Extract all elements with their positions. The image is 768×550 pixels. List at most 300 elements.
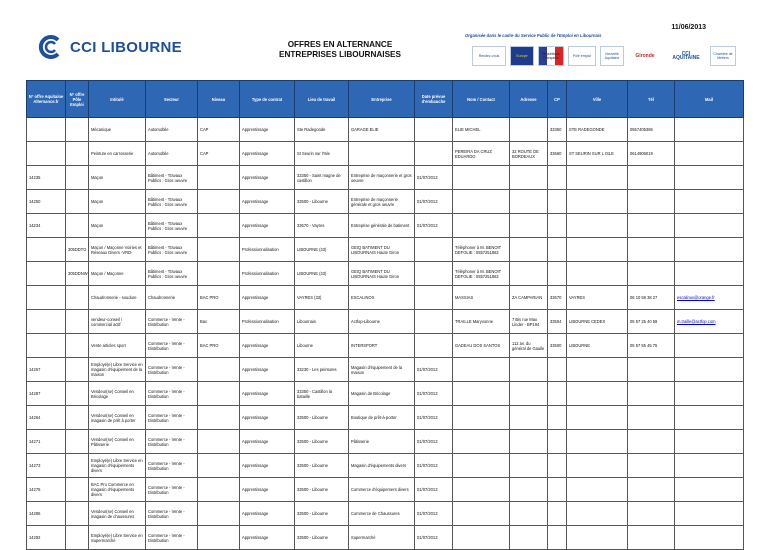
- table-cell: 32 ROUTE DE BORDEAUX: [510, 142, 548, 166]
- table-cell: [27, 310, 66, 334]
- table-row: [27, 286, 744, 310]
- table-cell: [510, 118, 548, 142]
- table-cell: 05 57 55 45 75: [628, 334, 675, 358]
- table-cell: 14273: [27, 454, 66, 478]
- table-cell: [66, 526, 89, 550]
- table-cell: [675, 286, 744, 310]
- table-cell: [567, 358, 628, 382]
- table-cell: GEIQ BATIMENT DU LIBOURNAIS Haute Giron: [349, 262, 415, 286]
- table-cell: Commerce - Vente - Distribution: [146, 430, 198, 454]
- table-cell: STE RADEGONDE: [567, 118, 628, 142]
- table-row: [27, 262, 744, 286]
- table-cell: [453, 166, 510, 190]
- table-cell: 33500 - Libourne: [295, 478, 349, 502]
- table-cell: [66, 406, 89, 430]
- table-cell: ZA CAMPARIAN: [510, 286, 548, 310]
- table-cell: [675, 118, 744, 142]
- table-cell: Boutique de prêt-à-porter: [349, 406, 415, 430]
- table-cell: [349, 142, 415, 166]
- table-cell: Apprentissage: [240, 190, 295, 214]
- table-cell: ELIE MICHEL: [453, 118, 510, 142]
- table-cell: Entreprise de maçonnerie générale et gros oeuvre: [349, 190, 415, 214]
- table-cell: [453, 502, 510, 526]
- header-cell: Adresse: [510, 81, 548, 118]
- table-cell: Professionnalisation: [240, 262, 295, 286]
- table-cell: 33670: [548, 286, 567, 310]
- table-cell: 33500 - Libourne: [295, 526, 349, 550]
- table-cell: [66, 214, 89, 238]
- table-cell: [510, 382, 548, 406]
- table-cell: [548, 406, 567, 430]
- table-cell: [567, 454, 628, 478]
- table-row: [27, 214, 744, 238]
- table-row: [27, 430, 744, 454]
- table-cell: Vendeur(se) Conseil en Bricolage: [89, 382, 146, 406]
- table-cell: 33504: [548, 310, 567, 334]
- table-cell: Commerce - Vente - Distribution: [146, 526, 198, 550]
- table-cell: [198, 238, 240, 262]
- table-cell: [198, 382, 240, 406]
- table-row: [27, 310, 744, 334]
- table-cell: [510, 262, 548, 286]
- table-cell: [66, 286, 89, 310]
- table-cell: [510, 406, 548, 430]
- table-cell: [198, 358, 240, 382]
- table-cell: 14275: [27, 478, 66, 502]
- table-cell: Magasin d'équipement de la maison: [349, 358, 415, 382]
- table-cell: Apprentissage: [240, 454, 295, 478]
- table-cell: [675, 454, 744, 478]
- table-cell: [27, 142, 66, 166]
- table-cell: [453, 478, 510, 502]
- table-cell: Pâtisserie: [349, 430, 415, 454]
- table-cell: Apprentissage: [240, 502, 295, 526]
- table-cell: Maçon / Maçonne: [89, 262, 146, 286]
- table-cell: Commerce - Vente - Distribution: [146, 358, 198, 382]
- table-cell: [198, 478, 240, 502]
- table-row: [27, 238, 744, 262]
- table-cell: [66, 142, 89, 166]
- table-cell: 33500 - Libourne: [295, 190, 349, 214]
- table-cell: 0614906019: [628, 142, 675, 166]
- table-cell: [510, 430, 548, 454]
- table-row: [27, 502, 744, 526]
- table-cell: 01/07/2013: [415, 430, 453, 454]
- table-cell: [675, 214, 744, 238]
- table-cell: [675, 310, 744, 334]
- table-cell: [548, 430, 567, 454]
- table-cell: [198, 214, 240, 238]
- table-cell: BAC Pro Commerce en magasin d'équipements divers: [89, 478, 146, 502]
- table-cell: [567, 430, 628, 454]
- table-cell: St Seurin sur l'Isle: [295, 142, 349, 166]
- table-cell: [567, 526, 628, 550]
- table-cell: Automobile: [146, 142, 198, 166]
- table-cell: [548, 478, 567, 502]
- table-cell: BAC PRO: [198, 286, 240, 310]
- table-cell: [548, 238, 567, 262]
- table-cell: ESCALINOX: [349, 286, 415, 310]
- table-cell: [453, 358, 510, 382]
- table-cell: Apprentissage: [240, 406, 295, 430]
- table-cell: VAYRES: [567, 286, 628, 310]
- table-cell: GARAGE ELIE: [349, 118, 415, 142]
- table-cell: 33230 - Les peintures: [295, 358, 349, 382]
- table-cell: Ste Radegonde: [295, 118, 349, 142]
- table-cell: Chaudronnerie - soudure: [89, 286, 146, 310]
- table-row: [27, 190, 744, 214]
- table-cell: 05 57 25 40 59: [628, 310, 675, 334]
- table-cell: 14292: [27, 526, 66, 550]
- table-cell: [198, 454, 240, 478]
- table-cell: 14287: [27, 382, 66, 406]
- table-cell: [66, 190, 89, 214]
- table-cell: [453, 430, 510, 454]
- table-cell: [453, 454, 510, 478]
- table-cell: [198, 406, 240, 430]
- table-cell: [510, 238, 548, 262]
- table-cell: [567, 166, 628, 190]
- table-row: [27, 454, 744, 478]
- table-cell: 14235: [27, 166, 66, 190]
- table-cell: [675, 190, 744, 214]
- table-cell: Apprentissage: [240, 358, 295, 382]
- table-cell: [628, 430, 675, 454]
- table-cell: Bâtiment - Travaux Publics : Gros oeuvre: [146, 190, 198, 214]
- table-cell: 01/07/2013: [415, 406, 453, 430]
- table-cell: Apprentissage: [240, 214, 295, 238]
- table-cell: [567, 382, 628, 406]
- table-cell: [415, 118, 453, 142]
- table-cell: [415, 238, 453, 262]
- table-cell: [66, 454, 89, 478]
- table-cell: Automobile: [146, 118, 198, 142]
- logo-text: CCI LIBOURNE: [70, 38, 182, 56]
- table-cell: [27, 286, 66, 310]
- table-cell: [567, 238, 628, 262]
- table-cell: Commerce - Vente - Distribution: [146, 478, 198, 502]
- table-cell: Libourne: [295, 334, 349, 358]
- table-cell: Bâtiment - Travaux Publics : Gros oeuvre: [146, 214, 198, 238]
- table-cell: Apprentissage: [240, 430, 295, 454]
- table-cell: 06 10 59 38 27: [628, 286, 675, 310]
- table-cell: [510, 526, 548, 550]
- table-cell: LIBOURNE (33): [295, 262, 349, 286]
- table-cell: Apprentissage: [240, 526, 295, 550]
- table-cell: Téléphoner à M. BENOIT DEFOLIE : 0557251882: [453, 238, 510, 262]
- table-cell: INTERSPORT: [349, 334, 415, 358]
- table-cell: [27, 334, 66, 358]
- table-cell: [198, 190, 240, 214]
- table-cell: GADEAU DOS SANTOS: [453, 334, 510, 358]
- table-cell: GEIQ BATIMENT DU LIBOURNAIS Haute Giron: [349, 238, 415, 262]
- table-cell: Apprentissage: [240, 334, 295, 358]
- table-cell: [628, 526, 675, 550]
- table-cell: [548, 502, 567, 526]
- table-cell: [415, 286, 453, 310]
- table-cell: [453, 526, 510, 550]
- table-cell: [675, 502, 744, 526]
- header-cell: Date prévue d'embauche: [415, 81, 453, 118]
- table-cell: 305DDTG: [66, 238, 89, 262]
- table-cell: 0557405386: [628, 118, 675, 142]
- table-cell: Entreprise de maçonnerie et gros oeuvre: [349, 166, 415, 190]
- table-cell: [548, 166, 567, 190]
- table-cell: 33350 - Saint magne de castillon: [295, 166, 349, 190]
- table-cell: [567, 478, 628, 502]
- table-cell: [27, 262, 66, 286]
- table-cell: [567, 262, 628, 286]
- header-row: [27, 81, 744, 118]
- table-cell: Vente articles sport: [89, 334, 146, 358]
- table-row: [27, 358, 744, 382]
- table-cell: VAYRES (33): [295, 286, 349, 310]
- table-cell: Maçon / Maçonne Voiries et Réseaux Divers -VRD-: [89, 238, 146, 262]
- table-cell: [628, 382, 675, 406]
- table-cell: [453, 382, 510, 406]
- header-cell: Entreprise: [349, 81, 415, 118]
- table-cell: Bâtiment - Travaux Publics : Gros oeuvre: [146, 238, 198, 262]
- table-cell: 01/07/2013: [415, 190, 453, 214]
- document-date: 11/06/2013: [671, 24, 706, 31]
- table-cell: [198, 262, 240, 286]
- table-cell: TRAILLE Maryvonne: [453, 310, 510, 334]
- table-cell: Professionnalisation: [240, 310, 295, 334]
- table-cell: 01/07/2013: [415, 358, 453, 382]
- table-cell: Commerce - Vente - Distribution: [146, 406, 198, 430]
- table-cell: [675, 526, 744, 550]
- table-cell: PEREIRA DA CRUZ EDUARDO: [453, 142, 510, 166]
- table-cell: [567, 502, 628, 526]
- table-cell: 305DDNW: [66, 262, 89, 286]
- table-cell: [510, 502, 548, 526]
- table-cell: [675, 262, 744, 286]
- header-cell: Nom / Contact: [453, 81, 510, 118]
- table-cell: Actfop-Libourne: [349, 310, 415, 334]
- table-cell: Apprentissage: [240, 118, 295, 142]
- table-cell: [27, 238, 66, 262]
- table-cell: [66, 310, 89, 334]
- table-cell: Professionnalisation: [240, 238, 295, 262]
- table-cell: [27, 118, 66, 142]
- table-cell: Magasin de Bricolage: [349, 382, 415, 406]
- table-cell: [66, 502, 89, 526]
- table-cell: CAP: [198, 142, 240, 166]
- table-cell: 01/07/2013: [415, 166, 453, 190]
- table-cell: Entreprise générale de batiment: [349, 214, 415, 238]
- table-cell: [66, 358, 89, 382]
- header-cell: CP: [548, 81, 567, 118]
- table-cell: [628, 478, 675, 502]
- table-cell: [66, 166, 89, 190]
- table-cell: Employé(e) Libre Service en magasin d'équipement de la maison: [89, 358, 146, 382]
- table-cell: CAP: [198, 118, 240, 142]
- offers-table: [26, 80, 744, 550]
- table-cell: Apprentissage: [240, 286, 295, 310]
- table-cell: Commerce - Vente - Distribution: [146, 382, 198, 406]
- table-cell: Téléphoner à M. BENOIT DEFOLIE : 0557251882: [453, 262, 510, 286]
- table-cell: Employé(e) Libre Service en magasin d'équipements divers: [89, 454, 146, 478]
- table-cell: ST SEURIN SUR L ISLE: [567, 142, 628, 166]
- header-cell: Secteur: [146, 81, 198, 118]
- header-cell: N° offre Aquitaine Alternance.fr: [27, 81, 66, 118]
- table-cell: [415, 334, 453, 358]
- table-cell: Bâtiment - Travaux Publics : Gros oeuvre: [146, 262, 198, 286]
- table-cell: [198, 502, 240, 526]
- table-cell: 01/07/2013: [415, 214, 453, 238]
- table-cell: [510, 478, 548, 502]
- table-cell: 7 Bis rue Max Linder - BP194: [510, 310, 548, 334]
- table-row: [27, 142, 744, 166]
- table-cell: [548, 526, 567, 550]
- table-cell: Employé(e) Libre Service en Supermarché: [89, 526, 146, 550]
- table-cell: Bac: [198, 310, 240, 334]
- table-cell: 14234: [27, 214, 66, 238]
- partner-logo-aquitaine: Nouvelle Aquitaine: [600, 46, 624, 66]
- table-cell: Libournais: [295, 310, 349, 334]
- table-cell: LIBOURNE (33): [295, 238, 349, 262]
- table-cell: 01/07/2013: [415, 478, 453, 502]
- table-cell: 01/07/2013: [415, 526, 453, 550]
- table-cell: [628, 358, 675, 382]
- table-cell: Mécanique: [89, 118, 146, 142]
- table-row: [27, 118, 744, 142]
- table-cell: [567, 190, 628, 214]
- table-cell: 01/07/2013: [415, 502, 453, 526]
- table-cell: Maçon: [89, 214, 146, 238]
- partner-logo-pole-emploi: Pôle emploi: [568, 46, 596, 66]
- table-cell: [567, 214, 628, 238]
- table-cell: Commerce - Vente - Distribution: [146, 334, 198, 358]
- table-cell: MASSIAS: [453, 286, 510, 310]
- header-cell: Lieu de travail: [295, 81, 349, 118]
- partner-logo-chambre-metiers: Chambre de Métiers: [710, 46, 736, 66]
- table-cell: LIBOURNE: [567, 334, 628, 358]
- table-cell: 14250: [27, 190, 66, 214]
- table-cell: 01/07/2013: [415, 454, 453, 478]
- cci-logo-icon: [38, 34, 64, 60]
- table-cell: 33350 - Castillon la bataille: [295, 382, 349, 406]
- title-line-2: ENTREPRISES LIBOURNAISES: [279, 50, 401, 59]
- table-cell: 14267: [27, 358, 66, 382]
- table-cell: 01/07/2013: [415, 382, 453, 406]
- table-cell: vendeur-conseil / commercial actif: [89, 310, 146, 334]
- table-cell: [628, 454, 675, 478]
- table-cell: [675, 334, 744, 358]
- table-cell: Commerce - Vente - Distribution: [146, 454, 198, 478]
- table-cell: [66, 382, 89, 406]
- table-cell: Apprentissage: [240, 166, 295, 190]
- table-cell: [675, 238, 744, 262]
- table-cell: [548, 214, 567, 238]
- table-cell: [415, 262, 453, 286]
- header-cell: Ville: [567, 81, 628, 118]
- mail-link[interactable]: escalinox@orange.fr: [677, 295, 715, 300]
- table-cell: [548, 382, 567, 406]
- table-cell: [198, 430, 240, 454]
- table-cell: [66, 118, 89, 142]
- table-cell: [675, 430, 744, 454]
- table-cell: [66, 430, 89, 454]
- header-cell: N° offre Pôle Emploi: [66, 81, 89, 118]
- header-cell: Tél: [628, 81, 675, 118]
- table-row: [27, 334, 744, 358]
- table-cell: Commerce d'équipement divers: [349, 478, 415, 502]
- table-cell: [66, 478, 89, 502]
- table-cell: [415, 142, 453, 166]
- table-cell: BAC PRO: [198, 334, 240, 358]
- cci-libourne-logo: [38, 32, 182, 62]
- table-row: [27, 406, 744, 430]
- header-cell: Type de contrat: [240, 81, 295, 118]
- header-cell: Niveau: [198, 81, 240, 118]
- table-cell: [453, 214, 510, 238]
- table-cell: [628, 166, 675, 190]
- table-cell: [415, 310, 453, 334]
- table-cell: [675, 166, 744, 190]
- table-cell: Commerce - Vente - Distribution: [146, 310, 198, 334]
- table-cell: [628, 502, 675, 526]
- table-row: [27, 382, 744, 406]
- table-cell: [628, 238, 675, 262]
- table-cell: [510, 454, 548, 478]
- table-row: [27, 166, 744, 190]
- table-cell: Apprentissage: [240, 142, 295, 166]
- table-cell: [675, 382, 744, 406]
- table-cell: [453, 190, 510, 214]
- table-cell: 33660: [548, 142, 567, 166]
- table-cell: [675, 142, 744, 166]
- table-cell: [628, 214, 675, 238]
- table-cell: [675, 478, 744, 502]
- table-cell: Commerce - Vente - Distribution: [146, 502, 198, 526]
- table-row: [27, 526, 744, 550]
- table-cell: 33670 - Vayres: [295, 214, 349, 238]
- table-cell: [675, 358, 744, 382]
- table-cell: [675, 406, 744, 430]
- table-cell: [567, 406, 628, 430]
- table-cell: Magasin d'équipements divers: [349, 454, 415, 478]
- table-cell: Maçon: [89, 190, 146, 214]
- table-cell: 33500: [548, 334, 567, 358]
- title-line-1: OFFRES EN ALTERNANCE: [287, 40, 393, 49]
- header-cell: Intitulé: [89, 81, 146, 118]
- partner-logo-cci-aquitaine: CCI AQUITAINE: [666, 47, 706, 65]
- table-cell: [548, 454, 567, 478]
- mail-link[interactable]: m.traille@actfop.com: [677, 319, 716, 324]
- table-cell: [198, 526, 240, 550]
- table-cell: [453, 406, 510, 430]
- table-row: [27, 478, 744, 502]
- table-cell: [198, 166, 240, 190]
- table-cell: Vendeur(se) Conseil en Pâtisserie: [89, 430, 146, 454]
- table-cell: 33350: [548, 118, 567, 142]
- partner-logo-republique: République Française: [538, 46, 564, 66]
- table-cell: [510, 190, 548, 214]
- table-cell: Bâtiment - Travaux Publics : Gros oeuvre: [146, 166, 198, 190]
- table-cell: 33500 - Libourne: [295, 454, 349, 478]
- table-cell: 14271: [27, 430, 66, 454]
- table-cell: [628, 262, 675, 286]
- table-cell: Maçon: [89, 166, 146, 190]
- table-cell: [510, 166, 548, 190]
- table-cell: [548, 190, 567, 214]
- table-cell: 14286: [27, 502, 66, 526]
- partner-logo-gironde: Gironde: [628, 47, 662, 65]
- table-cell: [548, 262, 567, 286]
- table-cell: [510, 214, 548, 238]
- table-cell: 14264: [27, 406, 66, 430]
